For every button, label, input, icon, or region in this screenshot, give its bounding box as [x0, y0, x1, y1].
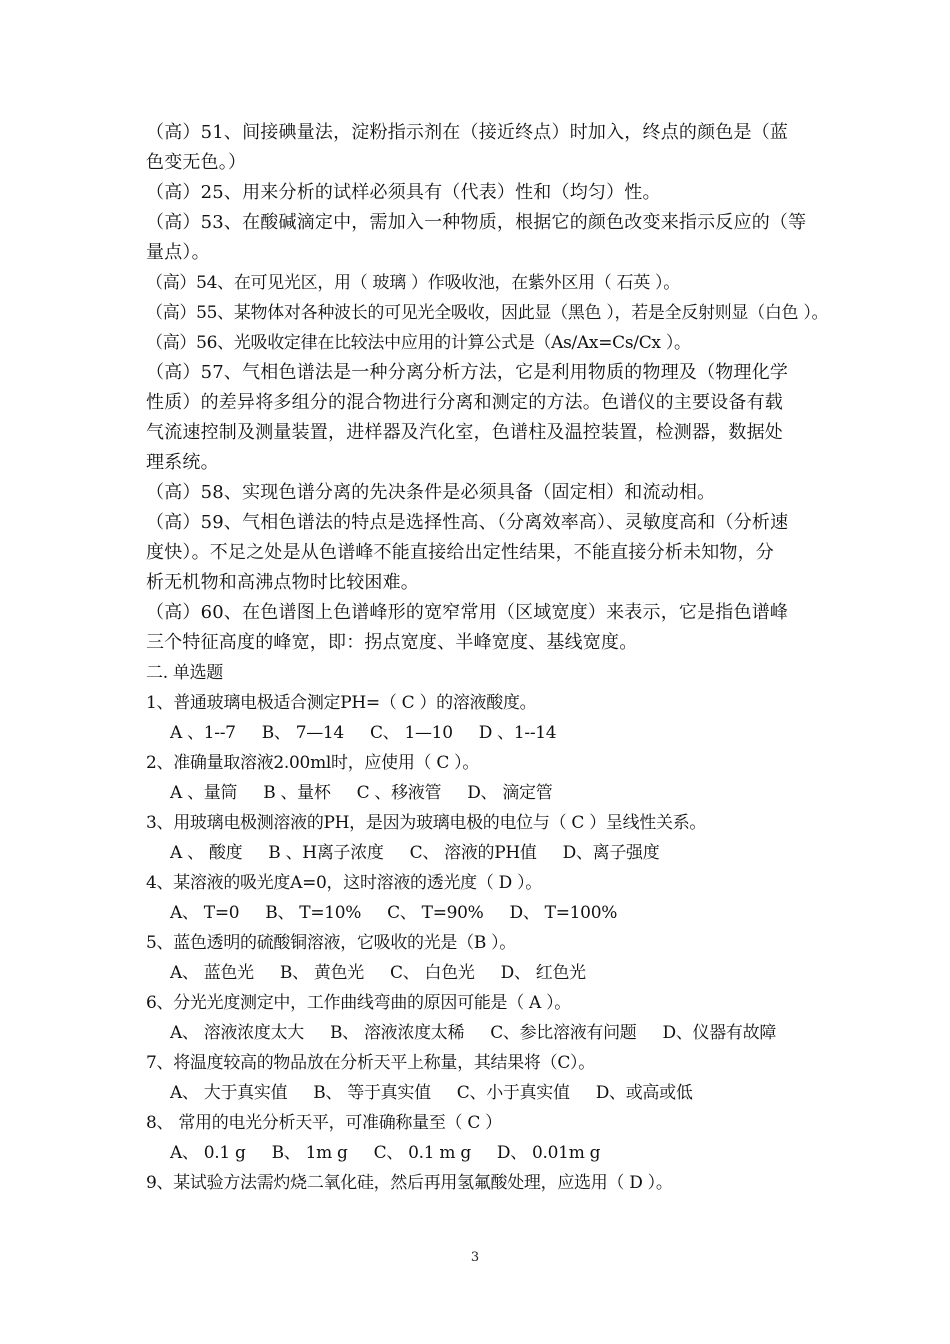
question-stem-4: 4、某溶液的吸光度A=0，这时溶液的透光度（ D ）。	[146, 873, 542, 893]
fill-line-5: 量点）。	[146, 242, 210, 263]
fill-line-16: 析无机物和高沸点物时比较困难。	[146, 572, 419, 593]
option-b: B、 溶液浓度太稀	[329, 1023, 465, 1043]
option-d: D、 0.01m g	[496, 1143, 601, 1163]
question-stem-7: 7、将温度较高的物品放在分析天平上称量，其结果将（C）。	[146, 1053, 595, 1073]
option-b: B、 黄色光	[279, 963, 364, 983]
option-a: A、 大于真实值	[170, 1083, 288, 1103]
fill-line-1: （高）51、间接碘量法，淀粉指示剂在（接近终点）时加入，终点的颜色是（蓝	[146, 122, 789, 143]
fill-line-13: （高）58、实现色谱分离的先决条件是必须具备（固定相）和流动相。	[146, 482, 716, 503]
question-options-5	[146, 958, 810, 988]
option-a: A、 T=0	[170, 903, 240, 923]
fill-line-4: （高）53、在酸碱滴定中，需加入一种物质，根据它的颜色改变来指示反应的（等	[146, 212, 807, 233]
question-stem-5: 5、蓝色透明的硫酸铜溶液，它吸收的光是（B ）。	[146, 933, 517, 953]
fill-line-8: （高）56、光吸收定律在比较法中应用的计算公式是（As/Ax=Cs/Cx ）。	[146, 333, 691, 353]
option-b: B、 1m g	[271, 1143, 348, 1163]
page-number: 3	[470, 1250, 480, 1265]
fill-line-15: 度快）。不足之处是从色谱峰不能直接给出定性结果，不能直接分析未知物，分	[146, 542, 774, 563]
fill-line-12: 理系统。	[146, 452, 219, 473]
fill-line-17: （高）60、在色谱图上色谱峰形的宽窄常用（区域宽度）来表示，它是指色谱峰	[146, 602, 789, 623]
option-c: C、参比溶液有问题	[490, 1023, 637, 1043]
fill-line-10: 性质）的差异将多组分的混合物进行分离和测定的方法。色谱仪的主要设备有载	[146, 392, 783, 413]
question-options-3	[146, 838, 810, 868]
option-b: B、 等于真实值	[313, 1083, 431, 1103]
question-stem-8: 8、 常用的电光分析天平，可准确称量至（ C ）	[146, 1113, 502, 1133]
question-options-2	[146, 778, 810, 808]
question-stem-9: 9、某试验方法需灼烧二氧化硅，然后再用氢氟酸处理，应选用（ D ）。	[146, 1173, 673, 1193]
question-options-8	[146, 1138, 810, 1168]
option-d: D、离子强度	[562, 843, 660, 863]
option-c: C 、移液管	[356, 783, 442, 803]
question-stem-3: 3、用玻璃电极测溶液的PH，是因为玻璃电极的电位与（ C ）呈线性关系。	[146, 813, 707, 833]
option-a: A 、量筒	[170, 783, 238, 803]
question-stem-2: 2、准确量取溶液2.00ml时，应使用（ C ）。	[146, 753, 480, 773]
option-a: A、 溶液浓度太大	[170, 1023, 304, 1043]
option-b: B 、量杯	[263, 783, 331, 803]
fill-line-14: （高）59、气相色谱法的特点是选择性高、（分离效率高）、灵敏度高和（分析速	[146, 512, 789, 533]
option-c: C、小于真实值	[456, 1083, 570, 1103]
option-c: C、 T=90%	[387, 903, 484, 923]
fill-line-18: 三个特征高度的峰宽，即：拐点宽度、半峰宽度、基线宽度。	[146, 632, 638, 653]
option-d: D 、1--14	[478, 723, 557, 743]
option-a: A 、1--7	[170, 723, 236, 743]
option-a: A、 蓝色光	[170, 963, 254, 983]
fill-line-11: 气流速控制及测量装置，进样器及汽化室，色谱柱及温控装置，检测器，数据处	[146, 422, 783, 443]
option-b: B、 T=10%	[265, 903, 362, 923]
option-d: D、 红色光	[500, 963, 586, 983]
page-content	[146, 118, 829, 1198]
question-stem-1: 1、普通玻璃电极适合测定PH=（ C ）的溶液酸度。	[146, 693, 537, 713]
question-stem-6: 6、分光光度测定中，工作曲线弯曲的原因可能是（ A ）。	[146, 993, 571, 1013]
option-a: A、 0.1 g	[170, 1143, 246, 1163]
option-c: C、 白色光	[390, 963, 475, 983]
fill-line-9: （高）57、气相色谱法是一种分离分析方法，它是利用物质的物理及（物理化学	[146, 362, 789, 383]
question-options-6	[146, 1018, 810, 1048]
fill-line-3: （高）25、用来分析的试样必须具有（代表）性和（均匀）性。	[146, 182, 661, 203]
fill-line-2: 色变无色。）	[146, 152, 247, 173]
question-options-4	[146, 898, 810, 928]
option-c: C、 0.1 m g	[373, 1143, 471, 1163]
option-b: B、 7—14	[261, 723, 344, 743]
option-d: D、或高或低	[595, 1083, 693, 1103]
option-d: D、 T=100%	[509, 903, 618, 923]
option-c: C、 1—10	[369, 723, 453, 743]
option-d: D、仪器有故障	[662, 1023, 777, 1043]
fill-line-7: （高）55、某物体对各种波长的可见光全吸收，因此显（黑色 ），若是全反射则显（白色 ）。	[146, 303, 829, 323]
section-title: 二. 单选题	[146, 663, 224, 683]
option-d: D、 滴定管	[467, 783, 553, 803]
question-options-7	[146, 1078, 810, 1108]
question-options-1	[146, 718, 810, 748]
option-a: A 、 酸度	[170, 843, 243, 863]
option-c: C、 溶液的PH值	[409, 843, 537, 863]
fill-line-6: （高）54、在可见光区，用（ 玻璃 ）作吸收池，在紫外区用（ 石英 ）。	[146, 273, 680, 293]
option-b: B 、H离子浓度	[268, 843, 384, 863]
